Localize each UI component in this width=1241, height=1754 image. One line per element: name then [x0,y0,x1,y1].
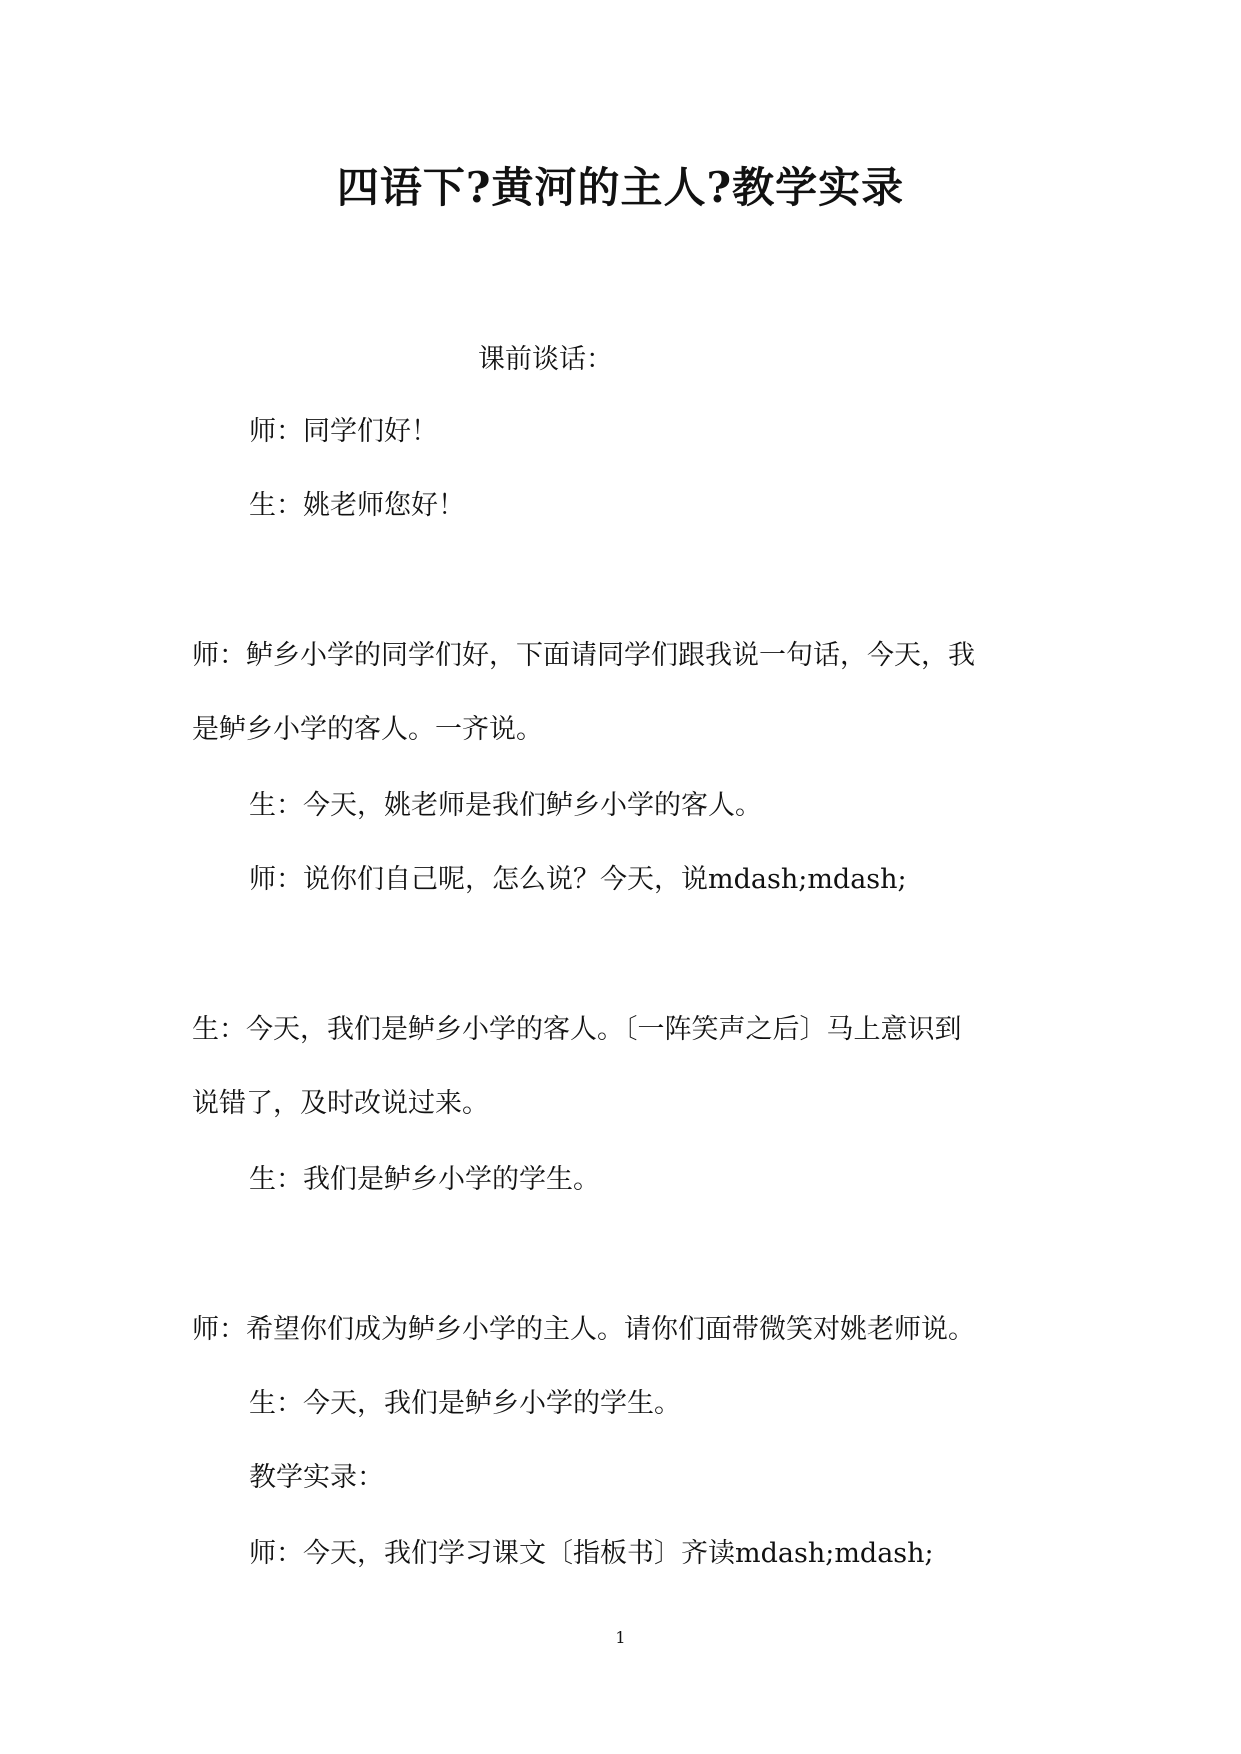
document-title: 四语下?黄河的主人?教学实录 [336,163,905,212]
dialogue-line: 生：今天，我们是鲈乡小学的客人。〔一阵笑声之后〕马上意识到 [192,1014,962,1045]
dialogue-line-continuation: 是鲈乡小学的客人。一齐说。 [192,714,543,745]
section-heading-pretalk: 课前谈话： [478,344,613,375]
page-number: 1 [615,1628,626,1647]
dialogue-line: 生：今天，姚老师是我们鲈乡小学的客人。 [249,790,762,821]
dialogue-line: 师：鲈乡小学的同学们好，下面请同学们跟我说一句话，今天，我 [192,640,975,671]
dialogue-line: 生：今天，我们是鲈乡小学的学生。 [249,1388,681,1419]
dialogue-line: 生：姚老师您好！ [249,490,465,521]
dialogue-line-continuation: 说错了，及时改说过来。 [192,1088,489,1119]
section-heading-record: 教学实录： [249,1462,384,1493]
dialogue-line: 师：今天，我们学习课文〔指板书〕齐读mdash;mdash; [249,1538,934,1569]
dialogue-line: 师：说你们自己呢，怎么说？今天，说mdash;mdash; [249,864,907,895]
dialogue-line: 师：希望你们成为鲈乡小学的主人。请你们面带微笑对姚老师说。 [192,1314,975,1345]
dialogue-line: 师：同学们好！ [249,416,438,447]
dialogue-line: 生：我们是鲈乡小学的学生。 [249,1164,600,1195]
